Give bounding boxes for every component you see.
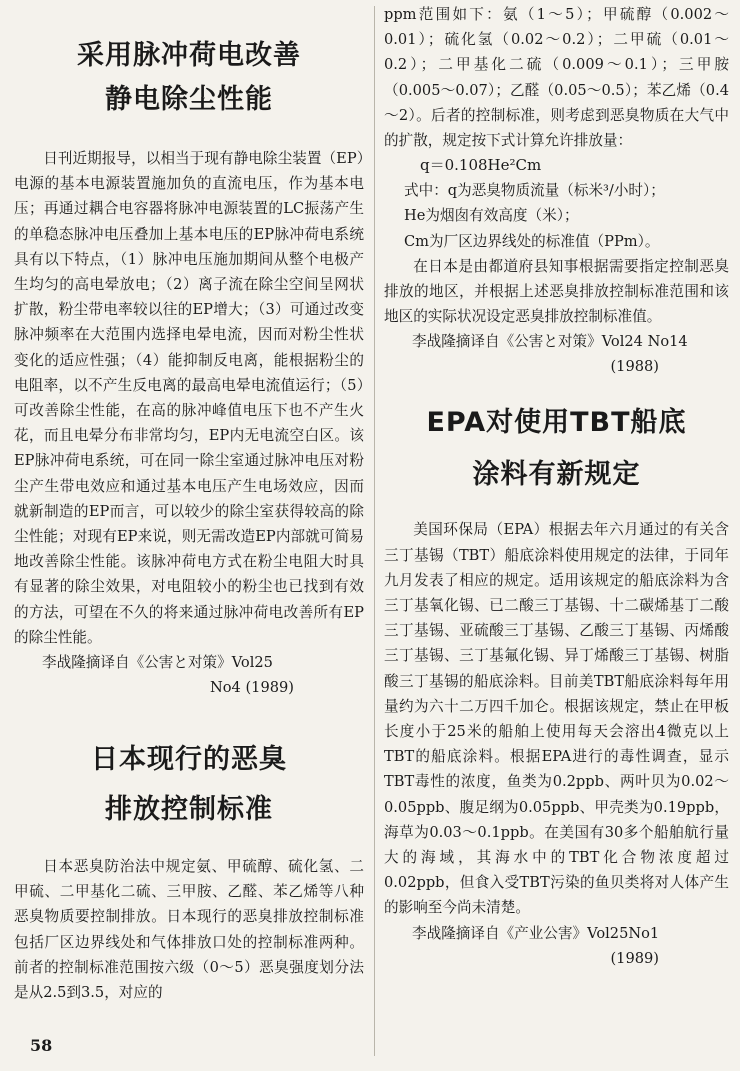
- article3-title-line1: EPA对使用TBT船底: [426, 407, 687, 439]
- right-column: [384, 2, 729, 971]
- article2-source-issue: (1988): [610, 358, 659, 376]
- article2-body-part2: ppm范围如下：氨（1～5）；甲硫醇（0.002～0.01）；硫化氢（0.02～0.2）；二甲硫（0.01～0.2）；二甲基化二硫（0.009～0.1）；三甲胺（0.005～0.07）；乙醛（0.05～0.5）；苯乙烯（0.4～2）。后者的控制标准，则考虑到恶臭物质在大气中的扩散，规定按下式计算允许排放量：: [384, 6, 729, 150]
- formula-def-cm: Cm为厂区边界线处的标准值（PPm）。: [404, 232, 660, 250]
- page-number: 58: [30, 1036, 53, 1055]
- article1-title-line1: 采用脉冲荷电改善: [77, 40, 301, 71]
- article2-title-line2: 排放控制标准: [105, 794, 273, 826]
- article2-title-line1: 日本现行的恶臭: [91, 744, 287, 776]
- article3-source-issue: (1989): [610, 949, 659, 967]
- article-pulse-charging: [14, 34, 364, 700]
- article2-body-part3: 在日本是由都道府县知事根据需要指定控制恶臭排放的地区，并根据上述恶臭排放控制标准范围和该地区的实际状况设定恶臭排放控制标准值。: [384, 257, 729, 326]
- article2-body-part1: 日本恶臭防治法中规定氨、甲硫醇、硫化氢、二甲硫、二甲基化二硫、三甲胺、乙醛、苯乙烯等八种恶臭物质要控制排放。日本现行的恶臭排放控制标准包括厂区边界线处和气体排放口处的控制标准两种。前者的控制标准范围按六级（0～5）恶臭强度划分法是从2.5到3.5，对应的: [14, 858, 364, 1002]
- article3-source: 李战隆摘译自《产业公害》Vol25No1: [412, 924, 660, 942]
- article-epa-tbt: [384, 401, 729, 970]
- odor-formula: q＝0.108He²Cm: [420, 156, 542, 175]
- article1-source-issue: No4 (1989): [209, 679, 294, 697]
- article1-body: 日刊近期报导，以相当于现有静电除尘装置（EP）电源的基本电源装置施加负的直流电压，作为基本电压；再通过耦合电容器将脉冲电源装置的LC振荡产生的单稳态脉冲电压叠加上基本电压的EP脉冲荷电系统具有以下特点，（1）脉冲电压施加期间从整个电极产生均匀的高电晕放电；（2）离子流在除尘空间呈网状扩散，粉尘带电率较以往的EP增大；（3）可通过改变脉冲频率在大范围内选择电晕电流，因而对粉尘性状变化的适应性强；（4）能抑制反电离，能根据粉尘的电阻率，以不产生反电离的最高电晕电流值运行；（5）可改善除尘性能，在高的脉冲峰值电压下也不产生火花，而且电晕分布非常均匀，EP内无电流空白区。该EP脉冲荷电系统，可在同一除尘室通过脉冲电压对粉尘产生带电效应和通过基本电压产生电场效应，因而就新制造的EP而言，可以较少的除尘室获得较高的除尘性能；对现有EP来说，则无需改造EP内部就可简易地改善除尘性能。该脉冲荷电方式在粉尘电阻大时具有显著的除尘效果，对电阻较小的粉尘也已找到有效的方法，可望在不久的将来通过脉冲荷电改善所有EP的除尘性能。: [14, 150, 364, 646]
- article-odor-standards-continued: [384, 2, 729, 379]
- formula-def-q: 式中：q为恶臭物质流量（标米³/小时）；: [404, 182, 665, 200]
- left-column: [14, 0, 364, 1005]
- column-divider: [374, 6, 375, 1056]
- article2-source: 李战隆摘译自《公害と对策》Vol24 No14: [412, 333, 688, 351]
- article3-body: 美国环保局（EPA）根据去年六月通过的有关含三丁基锡（TBT）船底涂料使用规定的法律，于同年九月发表了相应的规定。适用该规定的船底涂料为含三丁基氧化锡、已二酸三丁基锡、十二碳烯基丁二酸三丁基锡、亚硫酸三丁基锡、乙酸三丁基锡、丙烯酸三丁基锡、三丁基氟化锡、异丁烯酸三丁基锡、树脂酸三丁基锡的船底涂料。目前美TBT船底涂料每年用量约为六十二万四千加仑。根据该规定，禁止在甲板长度小于25米的船舶上使用每天会溶出4微克以上TBT的船底涂料。根据EPA进行的毒性调查，显示TBT毒性的浓度，鱼类为0.2ppb、两叶贝为0.02～0.05ppb、腹足纲为0.05ppb、甲壳类为0.19ppb，海草为0.03～0.1ppb。在美国有30多个船舶航行量大的海域，其海水中的TBT化合物浓度超过0.02ppb，但食入受TBT污染的鱼贝类将对人体产生的影响至今尚未清楚。: [384, 521, 729, 917]
- article1-title-line2: 静电除尘性能: [105, 84, 273, 115]
- article3-title-line2: 涂料有新规定: [472, 459, 641, 491]
- article1-source: 李战隆摘译自《公害と对策》Vol25: [42, 654, 273, 672]
- article-odor-standards: [14, 738, 364, 1005]
- formula-def-he: He为烟囱有效高度（米）；: [404, 207, 579, 225]
